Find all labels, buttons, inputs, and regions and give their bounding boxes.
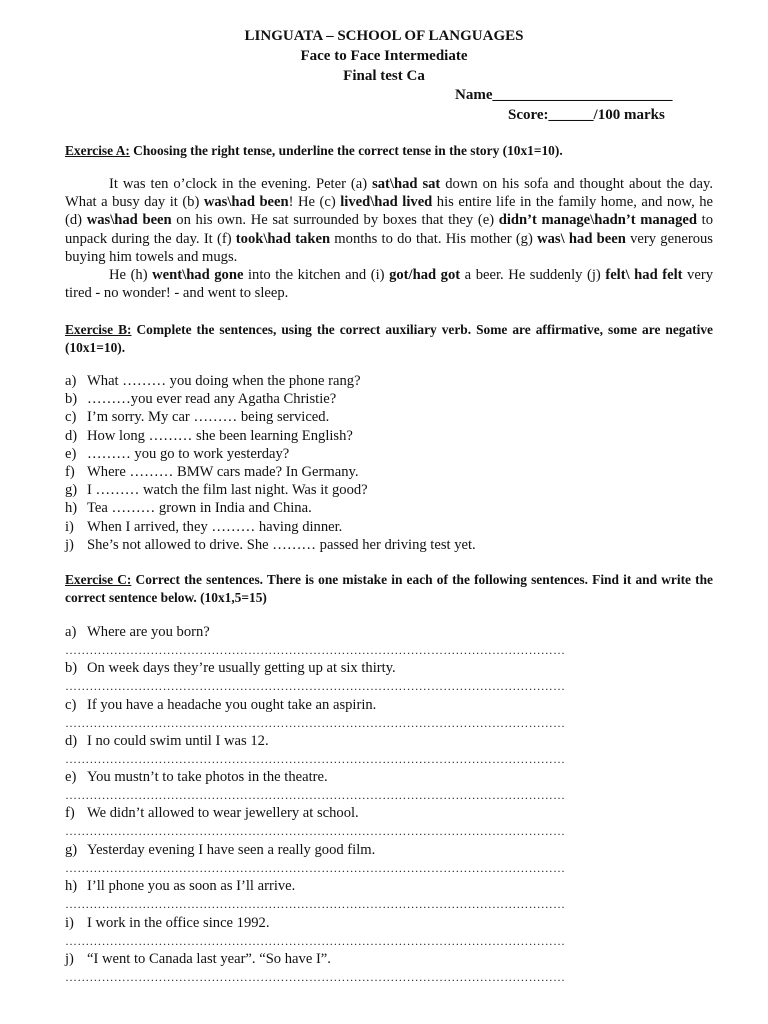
exercise-b-item[interactable] xyxy=(65,518,713,536)
course-title: Face to Face Intermediate xyxy=(300,48,468,64)
score-field: Score:______/100 marks xyxy=(508,107,665,123)
item-letter: c) xyxy=(65,697,77,713)
exercise-a-story xyxy=(65,175,713,302)
exercise-c-item xyxy=(65,877,713,911)
answer-line[interactable]: …………………………………………………………………………………………………………… xyxy=(65,970,566,984)
exercise-c-item xyxy=(65,623,713,657)
item-text: ………you ever read any Agatha Christie? xyxy=(87,391,337,408)
exercise-c-item xyxy=(65,804,713,838)
item-letter: a) xyxy=(65,624,77,640)
item-text: We didn’t allowed to wear jewellery at school. xyxy=(87,805,359,821)
exercise-c-item xyxy=(65,950,713,984)
item-letter: e) xyxy=(65,445,77,462)
story-text: He (h) xyxy=(109,267,153,284)
item-letter: b) xyxy=(65,391,78,408)
story-text: down on his sofa and thought about the day. What a busy day it (b) xyxy=(65,176,713,211)
item-letter: i) xyxy=(65,915,74,931)
exercise-b-instruction: Complete the sentences, using the correct auxiliary verb. Some are affirmative, some are negative (10x1=10). xyxy=(65,322,713,355)
item-letter: b) xyxy=(65,660,78,676)
answer-line[interactable]: …………………………………………………………………………………………………………… xyxy=(65,897,566,911)
exercise-c-item xyxy=(65,841,713,875)
item-letter: a) xyxy=(65,373,77,389)
test-title: Final test Ca xyxy=(343,68,425,84)
item-letter: d) xyxy=(65,427,78,444)
item-text: She’s not allowed to drive. She ……… passed her driving test yet. xyxy=(87,536,476,553)
item-letter: j) xyxy=(65,951,74,967)
story-text: on his own. He sat surrounded by boxes that they (e) xyxy=(171,212,499,229)
story-text: a beer. He suddenly (j) xyxy=(460,267,606,284)
exercise-c-instruction: Correct the sentences. There is one mistake in each of the following sentences. Find it and write the correct sentence below. (10x1,5=15) xyxy=(65,572,713,605)
exercise-b-item[interactable] xyxy=(65,390,713,408)
exercise-a-heading xyxy=(65,142,713,160)
story-text: It was ten o’clock in the evening. Peter (a) xyxy=(109,176,373,192)
tense-choice[interactable]: felt\ had felt xyxy=(605,267,683,284)
item-text: I no could swim until I was 12. xyxy=(87,733,269,749)
item-text: Tea ……… grown in India and China. xyxy=(87,500,312,517)
item-text: Yesterday evening I have seen a really good film. xyxy=(87,842,376,858)
item-letter: f) xyxy=(65,463,75,480)
story-text: into the kitchen and (i) xyxy=(243,267,390,284)
exercise-c-heading xyxy=(65,571,713,607)
item-text: I’ll phone you as soon as I’ll arrive. xyxy=(87,878,296,894)
story-text: very tired - no wonder! - and went to sleep. xyxy=(65,267,713,302)
answer-line[interactable]: …………………………………………………………………………………………………………… xyxy=(65,824,566,838)
answer-line[interactable]: …………………………………………………………………………………………………………… xyxy=(65,934,566,948)
item-text: If you have a headache you ought take an aspirin. xyxy=(87,697,377,713)
item-letter: j) xyxy=(65,536,74,553)
exercise-b-item[interactable] xyxy=(65,536,713,554)
exercise-a-instruction: Choosing the right tense, underline the correct tense in the story (10x1=10). xyxy=(129,143,563,158)
answer-line[interactable]: …………………………………………………………………………………………………………… xyxy=(65,643,566,657)
tense-choice[interactable]: lived\had lived xyxy=(340,194,433,211)
name-field[interactable]: Name________________________ xyxy=(455,87,673,103)
item-letter: d) xyxy=(65,733,78,749)
exercise-b-item[interactable] xyxy=(65,463,713,481)
exercise-b-item[interactable] xyxy=(65,481,713,499)
item-text: Where are you born? xyxy=(87,624,210,640)
tense-choice[interactable]: sat\had sat xyxy=(372,176,441,192)
exercise-b-label: Exercise B: xyxy=(65,322,132,337)
tense-choice[interactable]: was\ had been xyxy=(537,230,626,247)
item-letter: i) xyxy=(65,518,74,535)
story-text: his entire life in the family home, and now, he (d) xyxy=(65,194,714,229)
item-text: On week days they’re usually getting up at six thirty. xyxy=(87,660,396,676)
item-text: I work in the office since 1992. xyxy=(87,915,270,931)
story-text: ! He (c) xyxy=(288,194,341,211)
story-text: months to do that. His mother (g) xyxy=(330,230,538,247)
exercise-b-item[interactable] xyxy=(65,372,713,390)
tense-choice[interactable]: was\had been xyxy=(203,194,289,211)
story-text: to unpack during the day. It (f) xyxy=(65,212,713,247)
exercise-c-item xyxy=(65,914,713,948)
item-text: What ……… you doing when the phone rang? xyxy=(87,373,361,389)
exercise-b-list xyxy=(65,372,713,554)
item-text: When I arrived, they ……… having dinner. xyxy=(87,518,343,535)
tense-choice[interactable]: was\had been xyxy=(86,212,172,229)
item-text: How long ……… she been learning English? xyxy=(87,427,353,444)
school-title: LINGUATA – SCHOOL OF LANGUAGES xyxy=(244,28,524,44)
exercise-b-item[interactable] xyxy=(65,499,713,517)
item-text: You mustn’t to take photos in the theatre. xyxy=(87,769,328,785)
exercise-b-heading xyxy=(65,321,713,357)
answer-line[interactable]: …………………………………………………………………………………………………………… xyxy=(65,861,566,875)
item-text: Where ……… BMW cars made? In Germany. xyxy=(87,463,359,480)
story-text: very generous buying him towels and mugs. xyxy=(65,230,713,265)
item-letter: g) xyxy=(65,842,78,858)
item-text: “I went to Canada last year”. “So have I”. xyxy=(87,951,331,967)
tense-choice[interactable]: went\had gone xyxy=(152,267,244,284)
exercise-c-label: Exercise C: xyxy=(65,572,132,587)
answer-line[interactable]: …………………………………………………………………………………………………………… xyxy=(65,752,566,766)
story-paragraph-1 xyxy=(65,175,713,266)
exercise-c-item xyxy=(65,732,713,766)
item-letter: e) xyxy=(65,769,77,785)
item-text: ……… you go to work yesterday? xyxy=(87,445,290,462)
exercise-a-label: Exercise A: xyxy=(65,143,130,158)
exercise-b-item[interactable] xyxy=(65,427,713,445)
item-letter: g) xyxy=(65,482,78,499)
item-text: I ……… watch the film last night. Was it good? xyxy=(87,482,368,499)
item-letter: h) xyxy=(65,878,78,894)
tense-choice[interactable]: got/had got xyxy=(389,267,461,284)
exercise-b-item[interactable] xyxy=(65,408,713,426)
answer-line[interactable]: …………………………………………………………………………………………………………… xyxy=(65,788,566,802)
item-letter: f) xyxy=(65,805,75,821)
item-letter: h) xyxy=(65,500,78,517)
exercise-b-item[interactable] xyxy=(65,445,713,463)
answer-line[interactable]: …………………………………………………………………………………………………………… xyxy=(65,679,566,693)
exercise-c-item xyxy=(65,768,713,802)
tense-choice[interactable]: took\had taken xyxy=(235,230,331,247)
exercise-c-item xyxy=(65,659,713,693)
story-paragraph-2 xyxy=(65,266,713,302)
answer-line[interactable]: …………………………………………………………………………………………………………… xyxy=(65,716,566,730)
item-letter: c) xyxy=(65,409,77,426)
exercise-c-item xyxy=(65,696,713,730)
item-text: I’m sorry. My car ……… being serviced. xyxy=(87,409,330,426)
tense-choice[interactable]: didn’t manage\hadn’t managed xyxy=(498,212,697,229)
